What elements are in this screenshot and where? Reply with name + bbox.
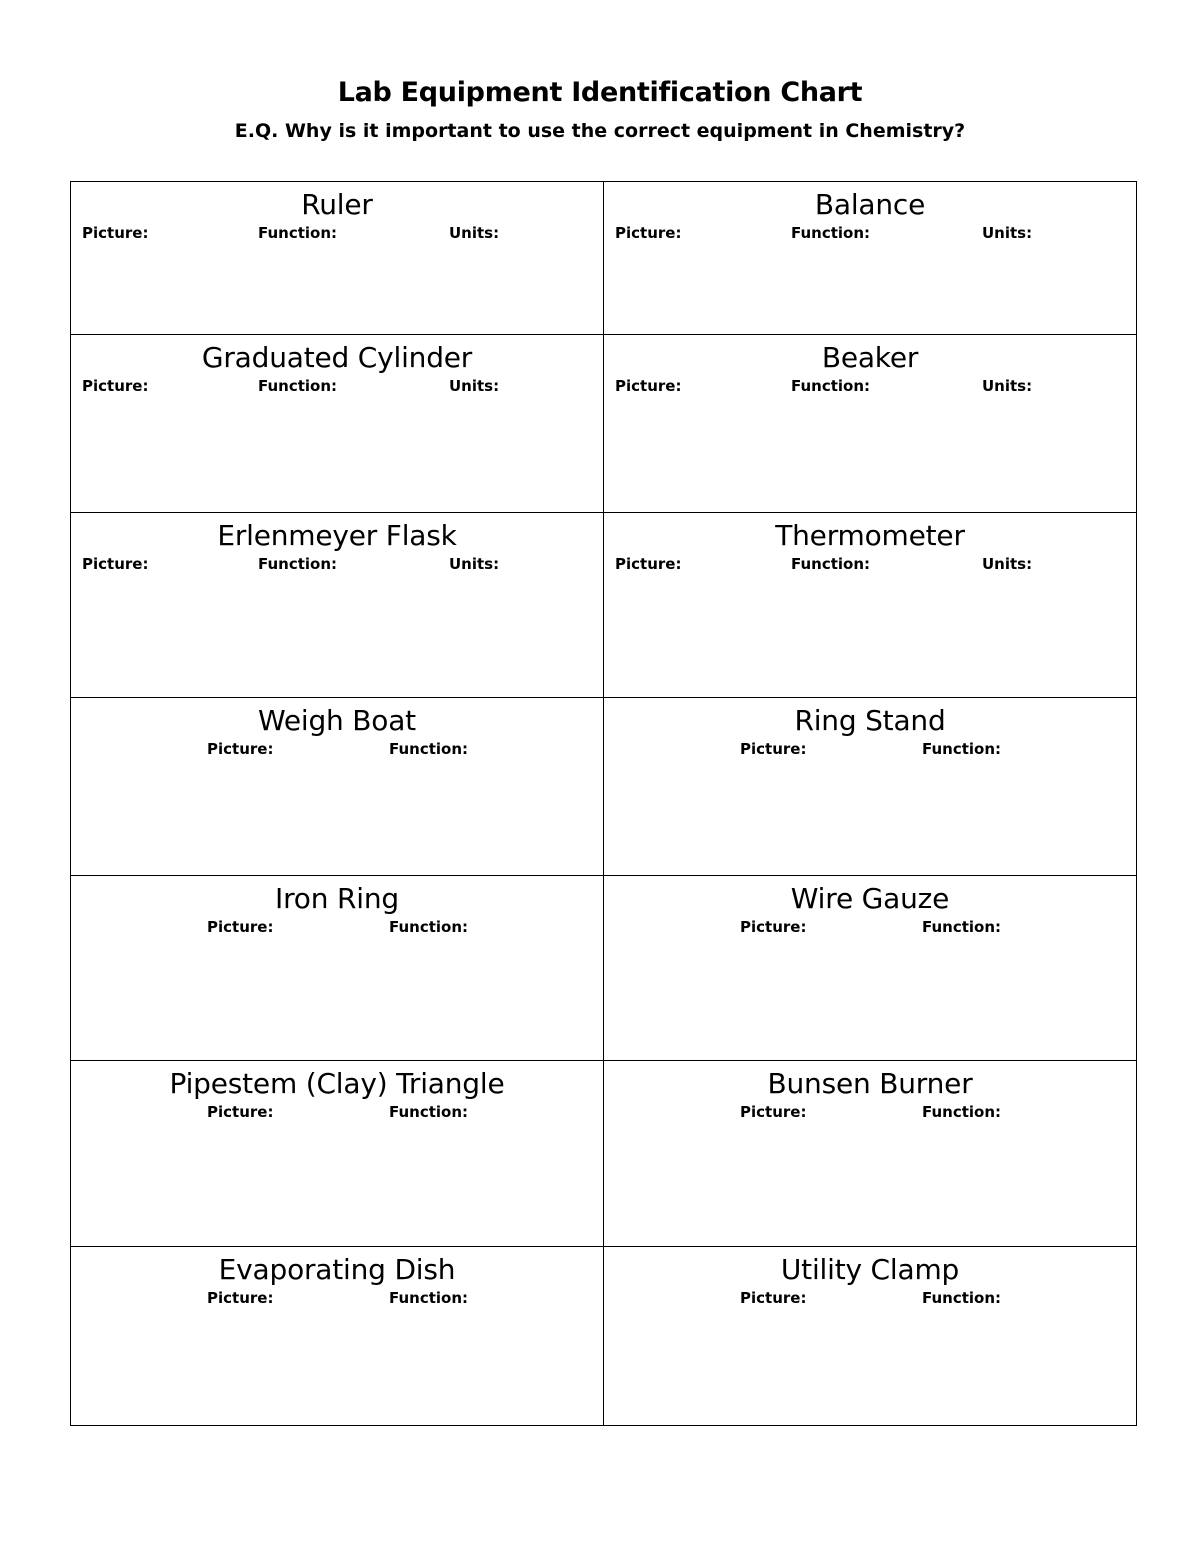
function-label: Function:	[922, 918, 1002, 936]
equipment-cell-bunsen-burner	[604, 1061, 1137, 1247]
function-label: Function:	[922, 740, 1002, 758]
picture-label: Picture:	[615, 555, 682, 573]
function-label: Function:	[389, 1103, 469, 1121]
equipment-cell-evaporating-dish	[71, 1247, 604, 1426]
equipment-name: Ring Stand	[794, 704, 946, 737]
field-labels	[71, 222, 603, 244]
picture-label: Picture:	[82, 555, 149, 573]
equipment-cell-balance	[604, 182, 1137, 335]
field-labels	[604, 375, 1136, 397]
equipment-cell-weigh-boat	[71, 698, 604, 876]
equipment-cell-pipestem-triangle	[71, 1061, 604, 1247]
equipment-cell-ruler	[71, 182, 604, 335]
units-label: Units:	[449, 224, 500, 242]
function-label: Function:	[258, 377, 338, 395]
field-labels	[604, 916, 1136, 938]
units-label: Units:	[449, 377, 500, 395]
field-labels	[71, 916, 603, 938]
equipment-cell-thermometer	[604, 513, 1137, 698]
picture-label: Picture:	[82, 377, 149, 395]
equipment-cell-graduated-cylinder	[71, 335, 604, 513]
equipment-name: Wire Gauze	[790, 882, 950, 915]
equipment-name: Beaker	[821, 341, 919, 374]
equipment-name: Bunsen Burner	[767, 1067, 973, 1100]
chart-row	[71, 876, 1137, 1061]
function-label: Function:	[389, 918, 469, 936]
equipment-name: Balance	[814, 188, 926, 221]
equipment-cell-iron-ring	[71, 876, 604, 1061]
picture-label: Picture:	[740, 1289, 807, 1307]
equipment-name: Utility Clamp	[780, 1253, 960, 1286]
units-label: Units:	[449, 555, 500, 573]
picture-label: Picture:	[207, 1103, 274, 1121]
equipment-name: Iron Ring	[275, 882, 399, 915]
field-labels	[604, 1101, 1136, 1123]
units-label: Units:	[982, 377, 1033, 395]
equipment-chart	[70, 181, 1137, 1426]
equipment-name: Thermometer	[775, 519, 965, 552]
field-labels	[604, 738, 1136, 760]
picture-label: Picture:	[207, 918, 274, 936]
picture-label: Picture:	[615, 224, 682, 242]
field-labels	[71, 738, 603, 760]
chart-row	[71, 335, 1137, 513]
equipment-name: Weigh Boat	[258, 704, 416, 737]
picture-label: Picture:	[740, 740, 807, 758]
field-labels	[71, 1287, 603, 1309]
equipment-cell-beaker	[604, 335, 1137, 513]
field-labels	[604, 553, 1136, 575]
function-label: Function:	[791, 555, 871, 573]
function-label: Function:	[389, 1289, 469, 1307]
function-label: Function:	[389, 740, 469, 758]
field-labels	[604, 1287, 1136, 1309]
chart-row	[71, 513, 1137, 698]
picture-label: Picture:	[207, 740, 274, 758]
equipment-name: Graduated Cylinder	[201, 341, 473, 374]
chart-row	[71, 1061, 1137, 1247]
picture-label: Picture:	[82, 224, 149, 242]
equipment-name: Pipestem (Clay) Triangle	[169, 1067, 505, 1100]
picture-label: Picture:	[740, 918, 807, 936]
function-label: Function:	[258, 224, 338, 242]
field-labels	[71, 553, 603, 575]
field-labels	[604, 222, 1136, 244]
chart-row	[71, 698, 1137, 876]
function-label: Function:	[258, 555, 338, 573]
function-label: Function:	[922, 1103, 1002, 1121]
equipment-name: Evaporating Dish	[218, 1253, 456, 1286]
equipment-cell-ring-stand	[604, 698, 1137, 876]
equipment-cell-erlenmeyer-flask	[71, 513, 604, 698]
picture-label: Picture:	[615, 377, 682, 395]
field-labels	[71, 1101, 603, 1123]
page-title: Lab Equipment Identification Chart	[337, 77, 863, 108]
equipment-cell-utility-clamp	[604, 1247, 1137, 1426]
field-labels	[71, 375, 603, 397]
picture-label: Picture:	[740, 1103, 807, 1121]
function-label: Function:	[791, 377, 871, 395]
chart-row	[71, 1247, 1137, 1426]
function-label: Function:	[922, 1289, 1002, 1307]
equipment-name: Ruler	[301, 188, 373, 221]
equipment-cell-wire-gauze	[604, 876, 1137, 1061]
function-label: Function:	[791, 224, 871, 242]
units-label: Units:	[982, 224, 1033, 242]
units-label: Units:	[982, 555, 1033, 573]
essential-question: E.Q. Why is it important to use the correct equipment in Chemistry?	[234, 120, 966, 142]
chart-row	[71, 182, 1137, 335]
equipment-name: Erlenmeyer Flask	[217, 519, 457, 552]
picture-label: Picture:	[207, 1289, 274, 1307]
